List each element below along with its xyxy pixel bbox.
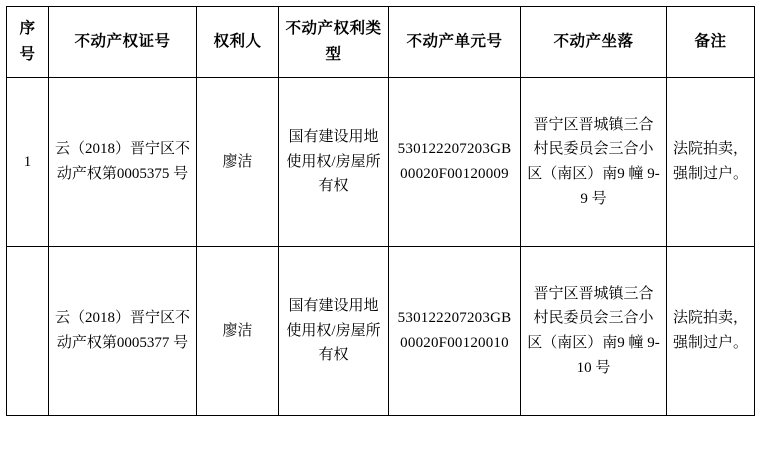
table-header-row bbox=[7, 7, 755, 78]
cell-seq bbox=[7, 247, 49, 416]
column-header-remark: 备注 bbox=[667, 7, 755, 78]
column-header-right-type: 不动产权利类型 bbox=[279, 7, 389, 78]
table-header bbox=[7, 7, 755, 78]
cell-right-type: 国有建设用地使用权/房屋所有权 bbox=[279, 247, 389, 416]
column-header-certificate-no: 不动产权证号 bbox=[49, 7, 197, 78]
table-row bbox=[7, 78, 755, 247]
cell-unit-no: 530122207203GB00020F00120010 bbox=[389, 247, 521, 416]
cell-unit-no: 530122207203GB00020F00120009 bbox=[389, 78, 521, 247]
cell-certificate-no: 云（2018）晋宁区不动产权第0005377 号 bbox=[49, 247, 197, 416]
cell-owner: 廖洁 bbox=[197, 78, 279, 247]
column-header-owner: 权利人 bbox=[197, 7, 279, 78]
cell-remark: 法院拍卖，强制过户。 bbox=[667, 247, 755, 416]
cell-owner: 廖洁 bbox=[197, 247, 279, 416]
document-page bbox=[0, 6, 762, 451]
column-header-unit-no: 不动产单元号 bbox=[389, 7, 521, 78]
real-estate-registration-table bbox=[6, 6, 755, 416]
cell-remark: 法院拍卖，强制过户。 bbox=[667, 78, 755, 247]
cell-certificate-no: 云（2018）晋宁区不动产权第0005375 号 bbox=[49, 78, 197, 247]
column-header-location: 不动产坐落 bbox=[521, 7, 667, 78]
cell-seq: 1 bbox=[7, 78, 49, 247]
cell-location: 晋宁区晋城镇三合村民委员会三合小区（南区）南9 幢 9-9 号 bbox=[521, 78, 667, 247]
column-header-seq: 序号 bbox=[7, 7, 49, 78]
cell-right-type: 国有建设用地使用权/房屋所有权 bbox=[279, 78, 389, 247]
table-body bbox=[7, 78, 755, 416]
cell-location: 晋宁区晋城镇三合村民委员会三合小区（南区）南9 幢 9-10 号 bbox=[521, 247, 667, 416]
table-row bbox=[7, 247, 755, 416]
